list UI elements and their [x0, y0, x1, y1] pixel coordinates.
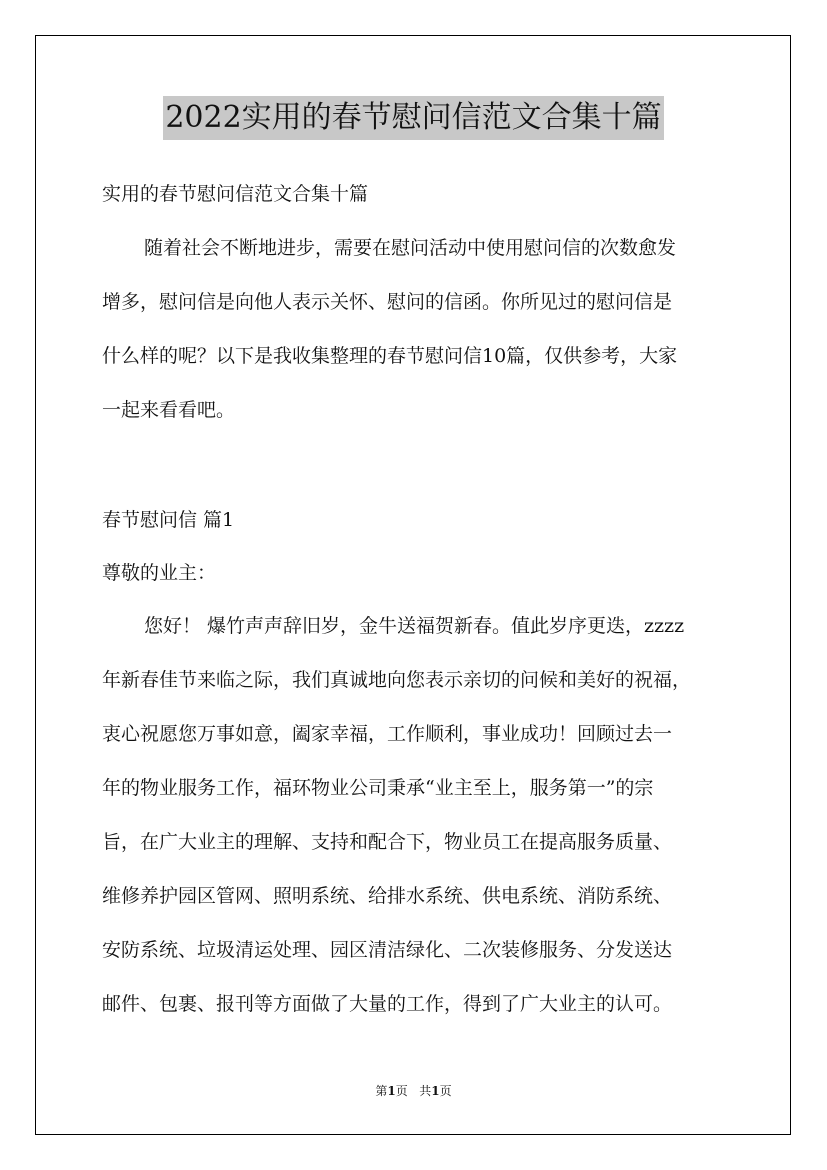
page-prefix: 第 — [375, 1084, 388, 1098]
body-line-2: 年新春佳节来临之际，我们真诚地向您表示亲切的问候和美好的祝福， — [102, 669, 692, 691]
body-line-1: 您好！ 爆竹声声辞旧岁，金牛送福贺新春。值此岁序更迭，zzzz — [144, 615, 685, 637]
total-prefix: 共 — [419, 1084, 432, 1098]
page-footer — [0, 1082, 827, 1099]
total-pages: 1 — [431, 1084, 440, 1098]
body-line-3: 衷心祝愿您万事如意，阖家幸福，工作顺利，事业成功！回顾过去一 — [102, 723, 673, 745]
page-suffix: 页 — [395, 1084, 408, 1098]
body-line-6: 维修养护园区管网、照明系统、给排水系统、供电系统、消防系统、 — [102, 885, 673, 907]
subtitle: 实用的春节慰问信范文合集十篇 — [102, 183, 369, 205]
section-heading: 春节慰问信 篇1 — [102, 509, 235, 531]
title-container — [0, 96, 827, 140]
salutation: 尊敬的业主： — [102, 562, 217, 584]
intro-line-1: 随着社会不断地进步，需要在慰问活动中使用慰问信的次数愈发 — [144, 237, 677, 259]
body-line-7: 安防系统、垃圾清运处理、园区清洁绿化、二次装修服务、分发送达 — [102, 939, 673, 961]
intro-line-4: 一起来看看吧。 — [102, 399, 236, 421]
body-line-5: 旨，在广大业主的理解、支持和配合下，物业员工在提高服务质量、 — [102, 831, 673, 853]
total-suffix: 页 — [439, 1084, 452, 1098]
body-line-8: 邮件、包裹、报刊等方面做了大量的工作，得到了广大业主的认可。 — [102, 993, 673, 1015]
intro-line-2: 增多，慰问信是向他人表示关怀、慰问的信函。你所见过的慰问信是 — [102, 291, 673, 313]
intro-line-3: 什么样的呢？以下是我收集整理的春节慰问信10篇，仅供参考，大家 — [102, 345, 678, 367]
page-number: 1 — [387, 1084, 396, 1098]
document-title: 2022实用的春节慰问信范文合集十篇 — [163, 96, 663, 140]
body-line-4: 年的物业服务工作，福环物业公司秉承“业主至上，服务第一”的宗 — [102, 777, 654, 799]
